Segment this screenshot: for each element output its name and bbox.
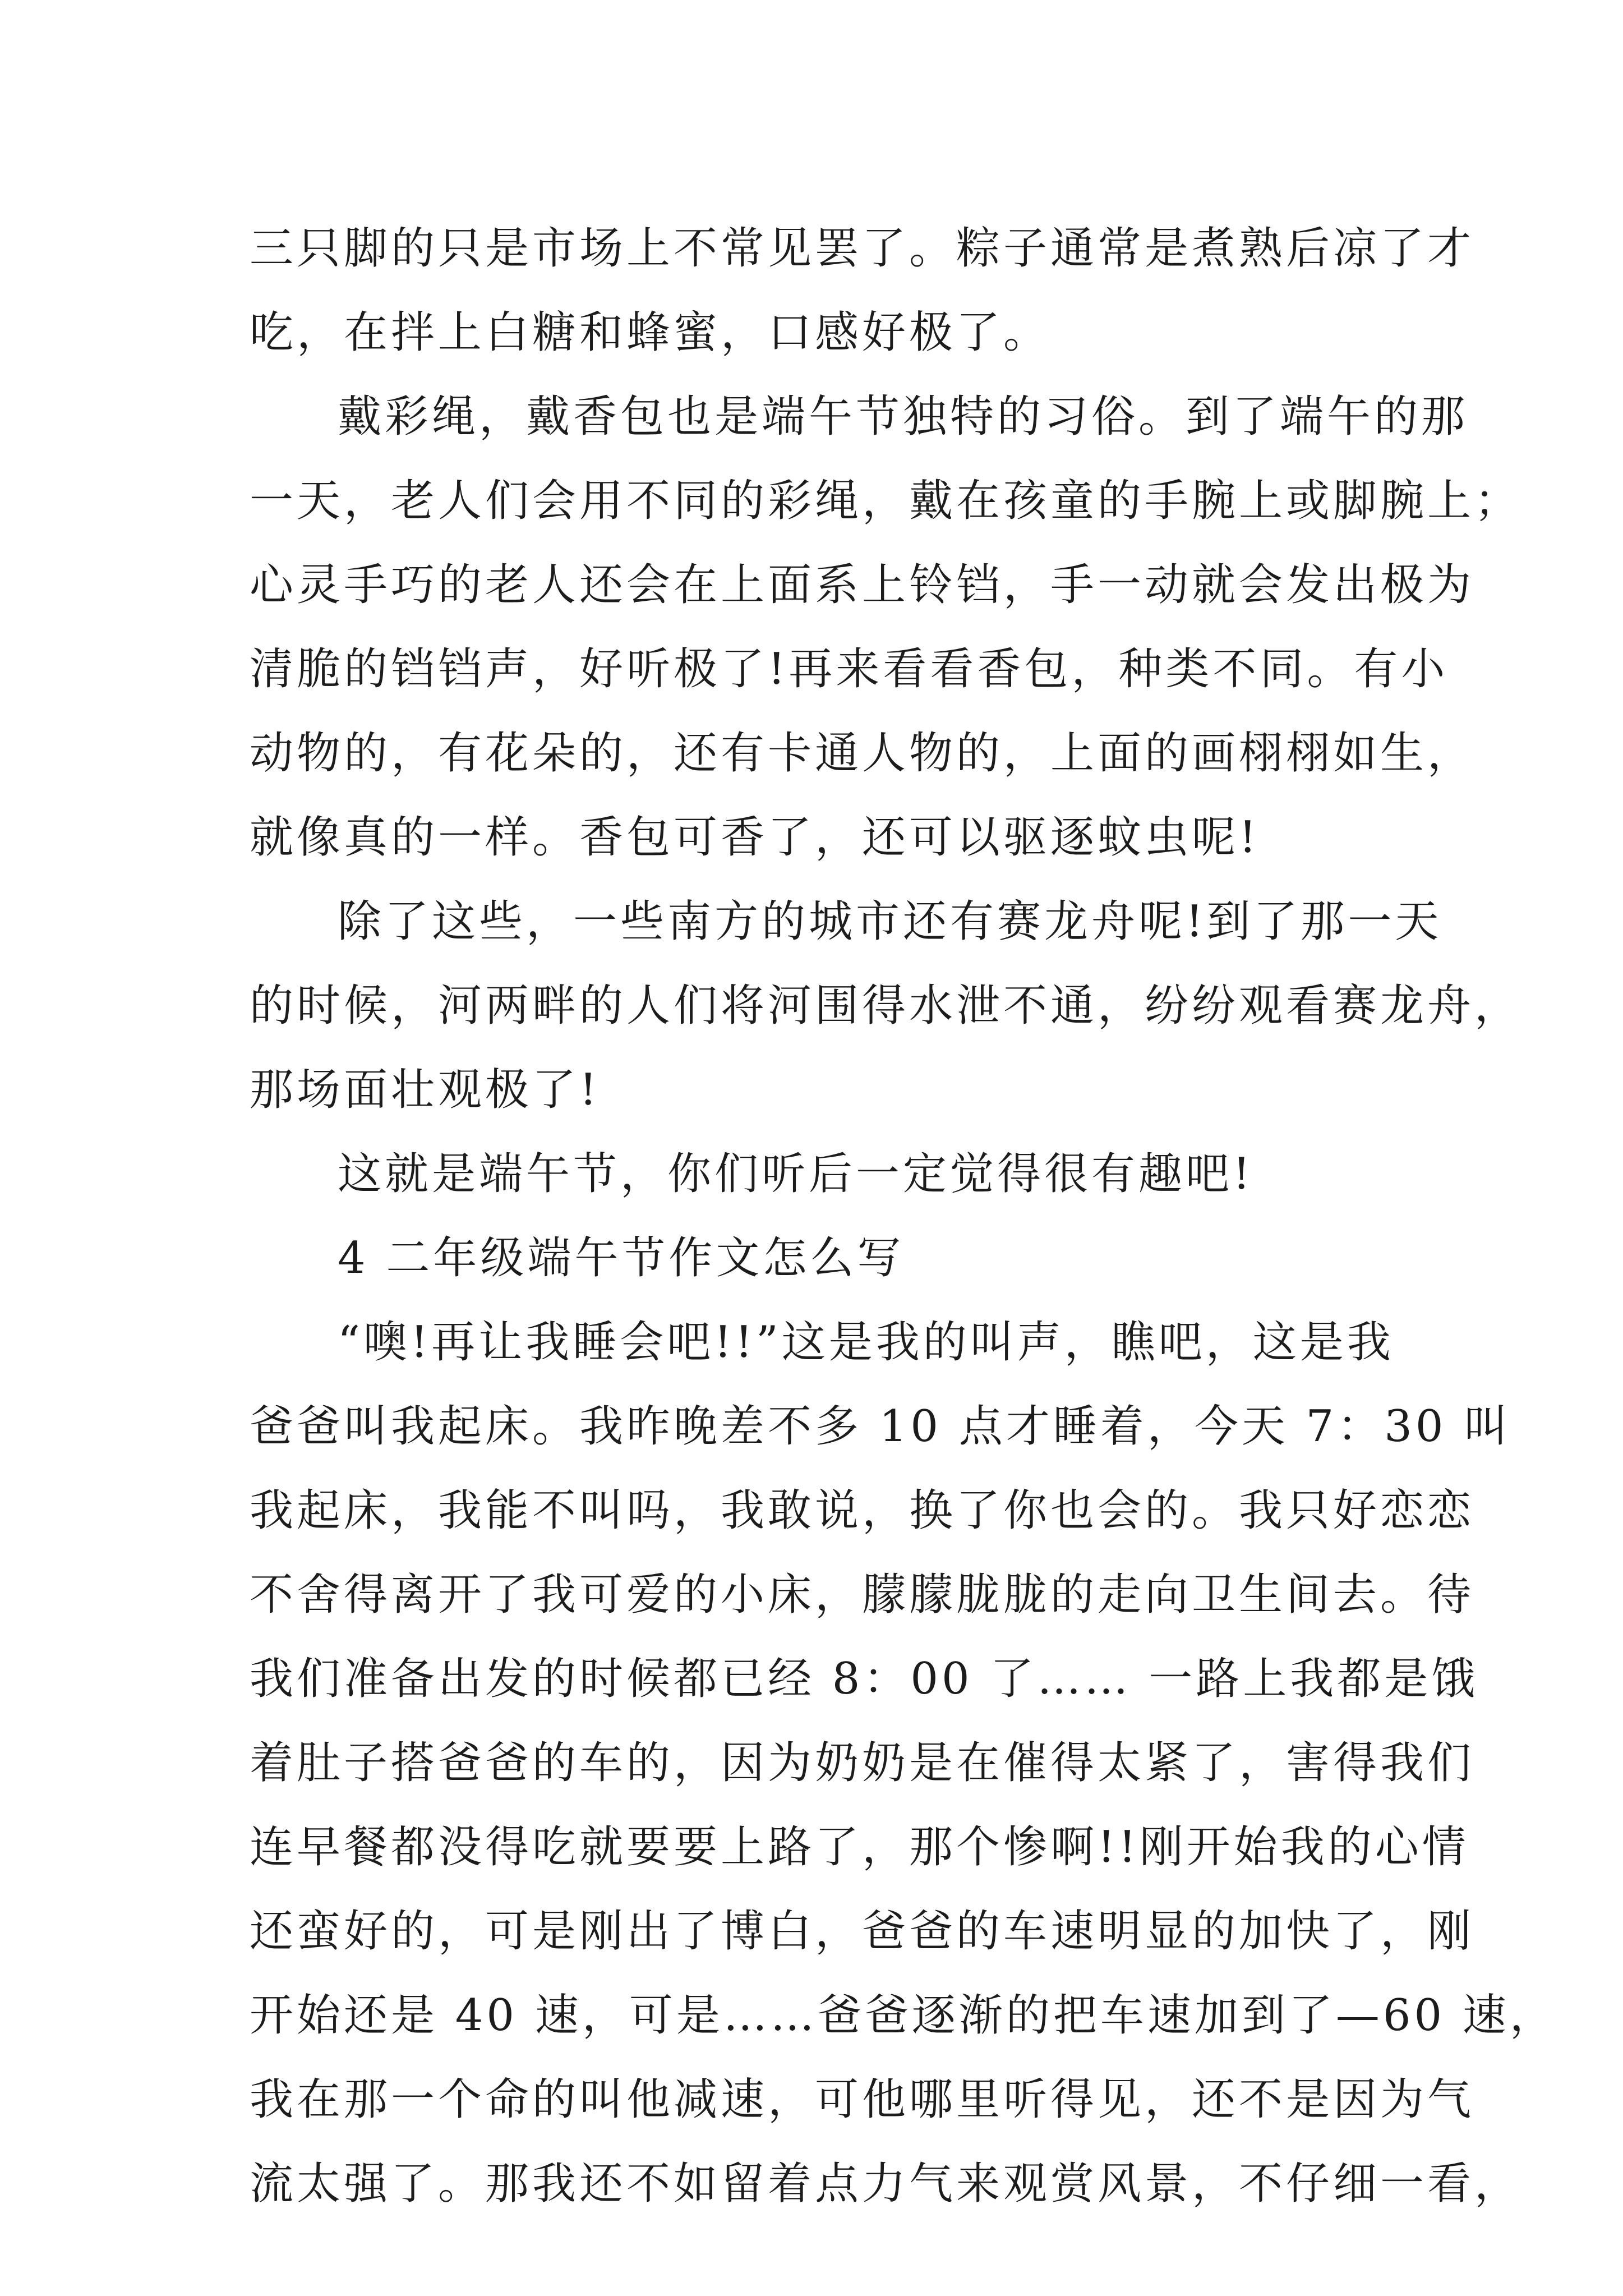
text-line: 还蛮好的，可是刚出了博白，爸爸的车速明显的加快了，刚 bbox=[250, 1906, 1475, 1957]
text-line: 开始还是 40 速，可是……爸爸逐渐的把车速加到了—60 速， bbox=[250, 1990, 1557, 2041]
text-line: 那场面壮观极了! bbox=[250, 1065, 601, 1115]
paragraph-start: 除了这些，一些南方的城市还有赛龙舟呢!到了那一天 bbox=[338, 896, 1442, 947]
text-line: 爸爸叫我起床。我昨晚差不多 10 点才睡着，今天 7：30 叫 bbox=[250, 1401, 1511, 1452]
document-body bbox=[250, 206, 1557, 2226]
text-line: 就像真的一样。香包可香了，还可以驱逐蚊虫呢! bbox=[250, 812, 1260, 863]
paragraph-start: 戴彩绳，戴香包也是端午节独特的习俗。到了端午的那 bbox=[338, 392, 1469, 442]
text-line: 着肚子搭爸爸的车的，因为奶奶是在催得太紧了，害得我们 bbox=[250, 1738, 1475, 1788]
text-line: 我们准备出发的时候都已经 8：00 了…… 一路上我都是饿 bbox=[250, 1654, 1479, 1704]
text-line: 我在那一个命的叫他减速，可他哪里听得见，还不是因为气 bbox=[250, 2074, 1475, 2125]
text-line: 流太强了。那我还不如留着点力气来观赏风景，不仔细一看， bbox=[250, 2159, 1522, 2209]
text-line: 的时候，河两畔的人们将河围得水泄不通，纷纷观看赛龙舟， bbox=[250, 981, 1522, 1031]
text-line: 心灵手巧的老人还会在上面系上铃铛，手一动就会发出极为 bbox=[250, 560, 1475, 610]
text-line: 连早餐都没得吃就要要上路了，那个惨啊!!刚开始我的心情 bbox=[250, 1822, 1469, 1872]
text-line: 不舍得离开了我可爱的小床，朦朦胧胧的走向卫生间去。待 bbox=[250, 1570, 1475, 1620]
text-line: 吃，在拌上白糖和蜂蜜，口感好极了。 bbox=[250, 307, 1051, 358]
text-line: 一天，老人们会用不同的彩绳，戴在孩童的手腕上或脚腕上； bbox=[250, 476, 1522, 526]
text-line: 三只脚的只是市场上不常见罢了。粽子通常是煮熟后凉了才 bbox=[250, 223, 1475, 274]
section-heading: 4 二年级端午节作文怎么写 bbox=[338, 1233, 905, 1283]
text-line: 动物的，有花朵的，还有卡通人物的，上面的画栩栩如生， bbox=[250, 728, 1475, 779]
paragraph-start: “噢!再让我睡会吧!!”这是我的叫声，瞧吧，这是我 bbox=[338, 1317, 1394, 1368]
text-line: 清脆的铛铛声，好听极了!再来看看香包，种类不同。有小 bbox=[250, 644, 1449, 694]
text-line: 我起床，我能不叫吗，我敢说，换了你也会的。我只好恋恋 bbox=[250, 1485, 1475, 1536]
paragraph-start: 这就是端午节，你们听后一定觉得很有趣吧! bbox=[338, 1149, 1254, 1199]
